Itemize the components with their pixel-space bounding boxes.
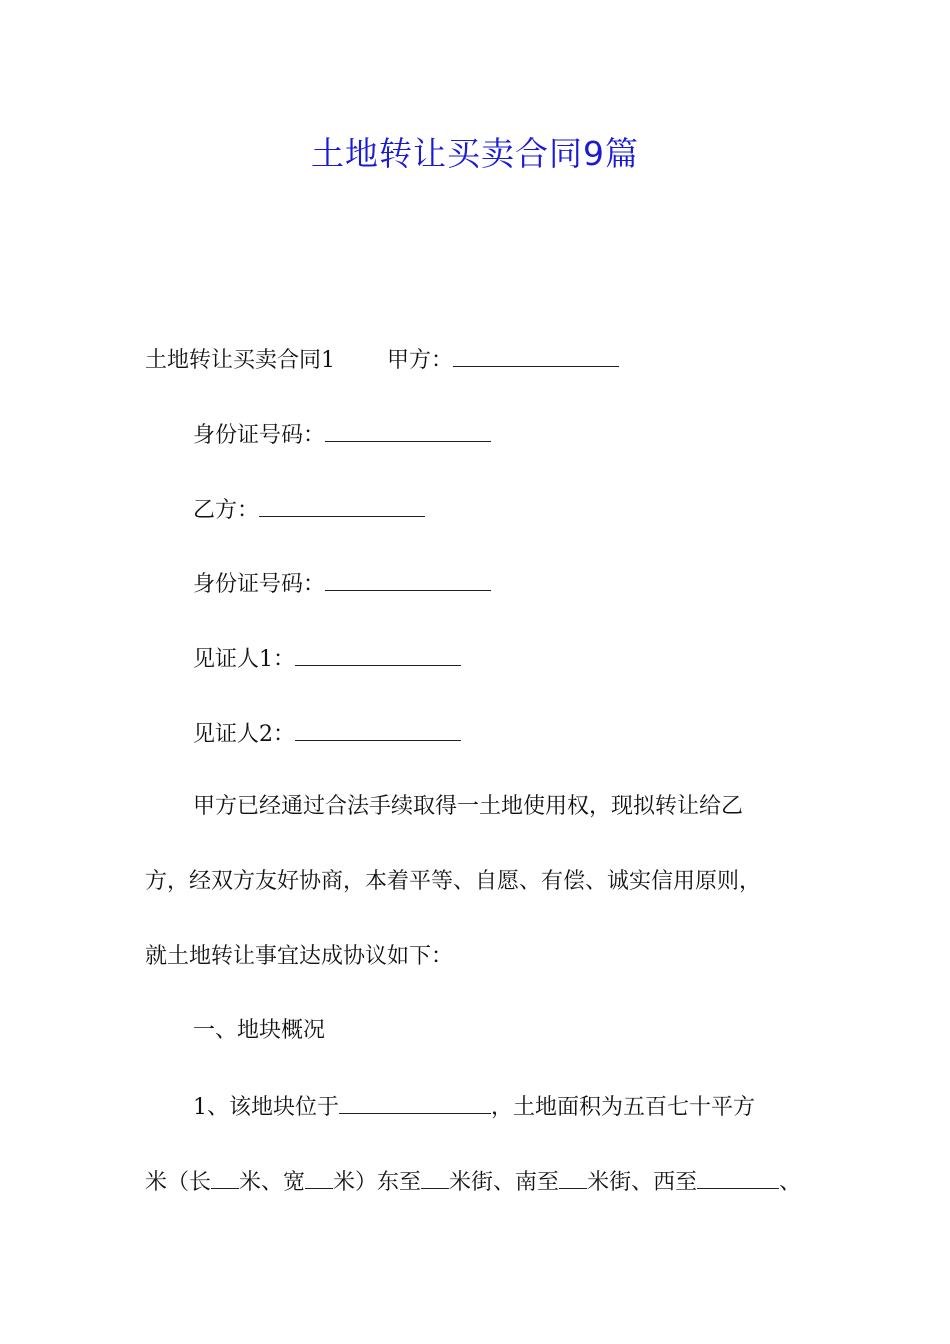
item1-text-d: 米街、南至 xyxy=(449,1170,560,1195)
id-label-b: 身份证号码： xyxy=(193,572,326,597)
item1-prefix: 1、该地块位于 xyxy=(193,1095,339,1120)
length-blank[interactable] xyxy=(211,1166,239,1189)
contract-heading-line xyxy=(145,344,619,376)
party-b-label: 乙方： xyxy=(193,498,260,523)
section1-heading: 一、地块概况 xyxy=(193,1018,326,1043)
item1-line-1 xyxy=(193,1091,755,1123)
item1-text-b: 米、宽 xyxy=(239,1170,306,1195)
witness2-blank[interactable] xyxy=(295,718,461,741)
contract-heading: 土地转让买卖合同1 xyxy=(145,348,335,373)
witness1-label: 见证人1： xyxy=(193,647,295,672)
item1-text-a: 米（长 xyxy=(145,1170,212,1195)
west-blank[interactable] xyxy=(697,1166,779,1189)
party-b-blank[interactable] xyxy=(259,494,425,517)
intro-line-2: 方，经双方友好协商，本着平等、自愿、有偿、诚实信用原则， xyxy=(145,869,762,894)
id-label-a: 身份证号码： xyxy=(193,423,326,448)
item1-line-2 xyxy=(145,1166,801,1198)
item1-text-e: 米街、西至 xyxy=(587,1170,698,1195)
item1-text-c: 米）东至 xyxy=(333,1170,422,1195)
id-b-blank[interactable] xyxy=(325,568,491,591)
width-blank[interactable] xyxy=(305,1166,333,1189)
intro-line-1: 甲方已经通过合法手续取得一土地使用权，现拟转让给乙 xyxy=(193,794,744,819)
party-a-blank[interactable] xyxy=(453,344,619,367)
location-blank[interactable] xyxy=(339,1091,491,1114)
party-a-label: 甲方： xyxy=(387,348,454,373)
party-b-line xyxy=(193,494,425,526)
east-blank[interactable] xyxy=(421,1166,449,1189)
id-a-line xyxy=(193,419,491,451)
south-blank[interactable] xyxy=(559,1166,587,1189)
intro-line-3: 就土地转让事宜达成协议如下： xyxy=(145,944,454,969)
witness1-line xyxy=(193,643,461,675)
item1-text-f: 、 xyxy=(779,1170,802,1195)
witness1-blank[interactable] xyxy=(295,643,461,666)
document-title: 土地转让买卖合同9篇 xyxy=(311,134,639,173)
id-a-blank[interactable] xyxy=(325,419,491,442)
id-b-line xyxy=(193,568,491,600)
witness2-label: 见证人2： xyxy=(193,722,295,747)
witness2-line xyxy=(193,718,461,750)
item1-suffix: ，土地面积为五百七十平方 xyxy=(491,1095,756,1120)
